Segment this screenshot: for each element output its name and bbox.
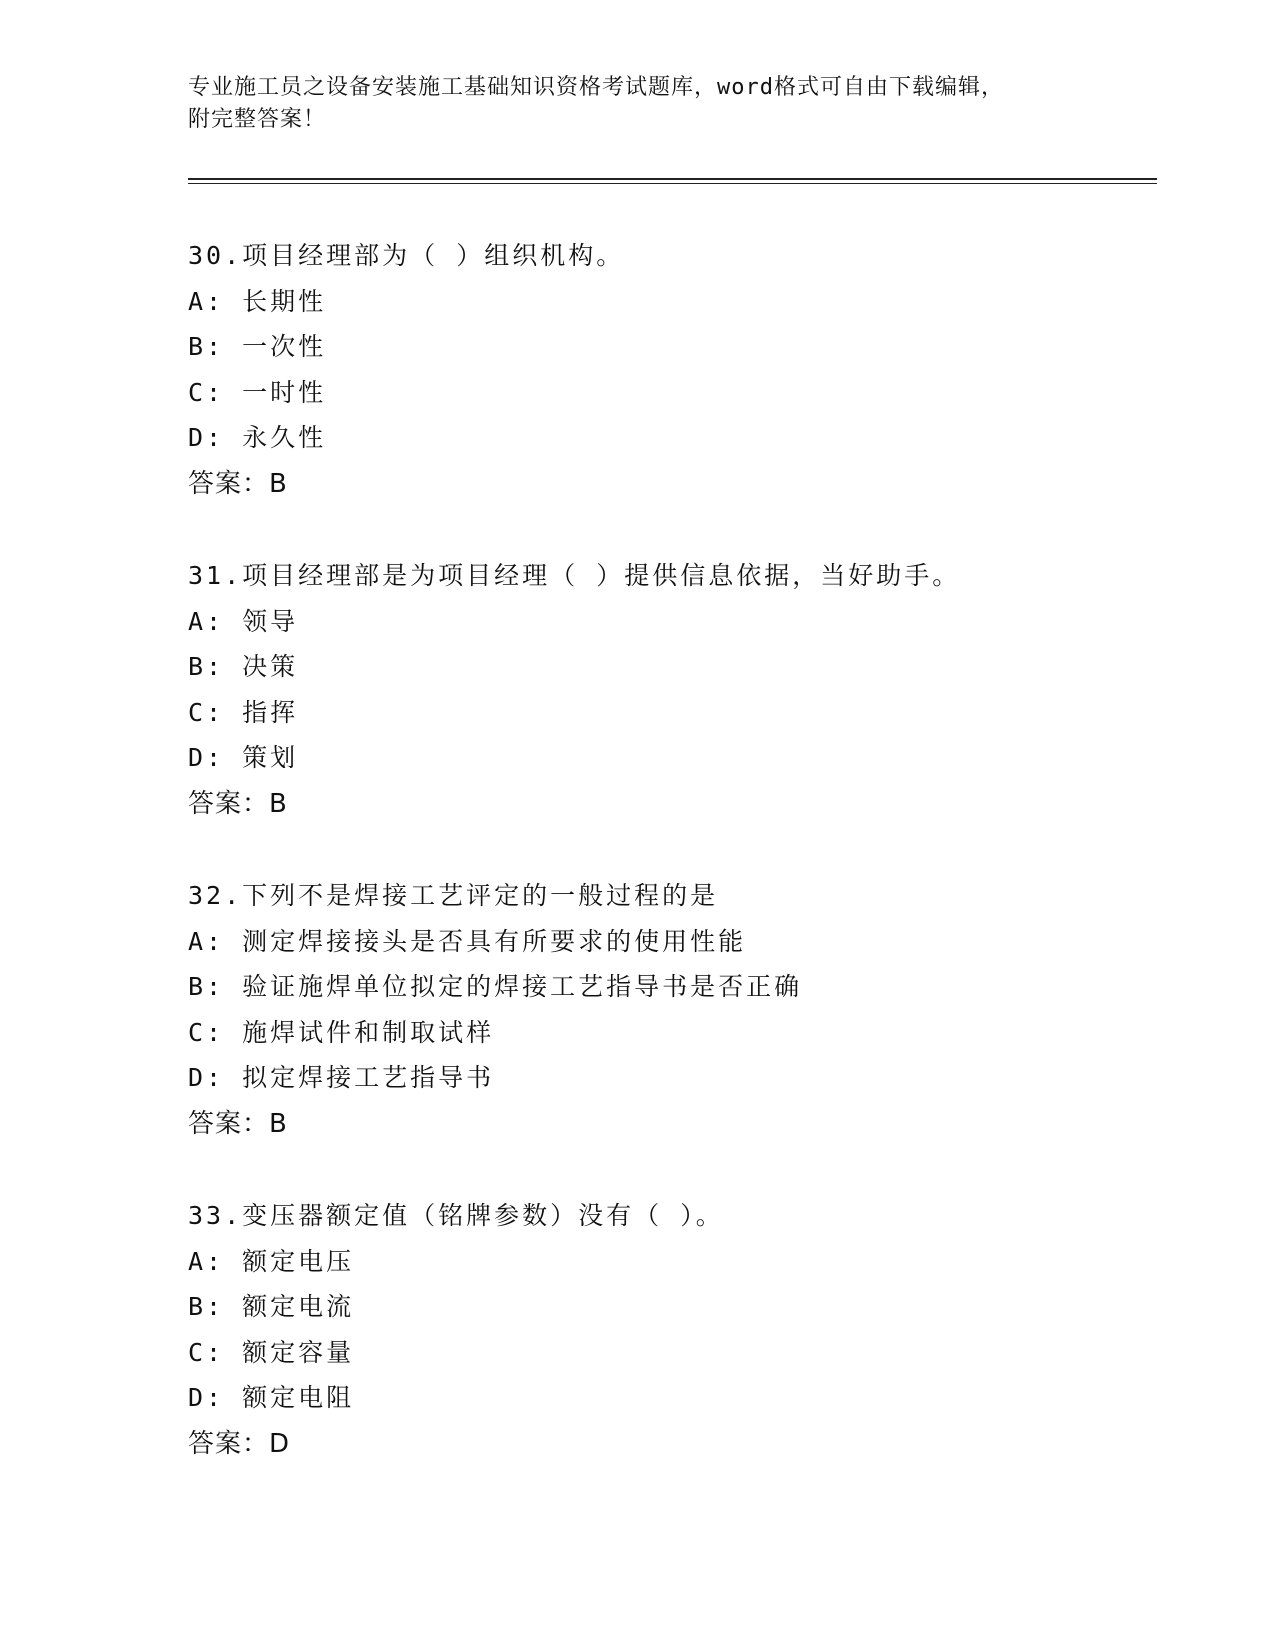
answer-label: 答案：B bbox=[188, 1108, 288, 1139]
option-c: C: 施焊试件和制取试样 bbox=[188, 1017, 495, 1047]
question-stem: 30.项目经理部为（ ）组织机构。 bbox=[188, 241, 625, 270]
option-d: D: 永久性 bbox=[188, 423, 327, 452]
question-30 bbox=[188, 238, 1148, 558]
option-b: B: 验证施焊单位拟定的焊接工艺指导书是否正确 bbox=[188, 972, 803, 1001]
question-stem: 32.下列不是焊接工艺评定的一般过程的是 bbox=[188, 881, 719, 910]
option-c: C: 指挥 bbox=[188, 697, 299, 727]
option-b: B: 一次性 bbox=[188, 332, 327, 361]
question-stem: 33.变压器额定值（铭牌参数）没有（ ）。 bbox=[188, 1201, 724, 1230]
option-b: B: 决策 bbox=[188, 652, 299, 681]
header-line-1: 专业施工员之设备安装施工基础知识资格考试题库，word格式可自由下载编辑， bbox=[188, 75, 1004, 100]
option-a: A: 领导 bbox=[188, 606, 299, 636]
option-a: A: 额定电压 bbox=[188, 1246, 355, 1276]
answer-label: 答案：B bbox=[188, 468, 288, 499]
option-a: A: 测定焊接接头是否具有所要求的使用性能 bbox=[188, 926, 747, 956]
option-c: C: 额定容量 bbox=[188, 1337, 355, 1367]
question-31 bbox=[188, 558, 1148, 878]
answer-label: 答案：D bbox=[188, 1428, 291, 1459]
option-d: D: 拟定焊接工艺指导书 bbox=[188, 1063, 495, 1092]
question-stem: 31.项目经理部是为项目经理（ ）提供信息依据，当好助手。 bbox=[188, 561, 961, 590]
option-d: D: 策划 bbox=[188, 743, 299, 772]
question-32 bbox=[188, 878, 1148, 1198]
option-d: D: 额定电阻 bbox=[188, 1383, 355, 1412]
question-33 bbox=[188, 1198, 1148, 1518]
header-line-2: 附完整答案！ bbox=[188, 107, 327, 132]
question-list bbox=[188, 238, 1148, 1518]
option-b: B: 额定电流 bbox=[188, 1292, 355, 1321]
header-divider-thin bbox=[188, 183, 1157, 184]
answer-label: 答案：B bbox=[188, 788, 288, 819]
document-header bbox=[188, 72, 1088, 136]
header-divider-thick bbox=[188, 178, 1157, 180]
option-c: C: 一时性 bbox=[188, 377, 327, 407]
option-a: A: 长期性 bbox=[188, 286, 327, 316]
